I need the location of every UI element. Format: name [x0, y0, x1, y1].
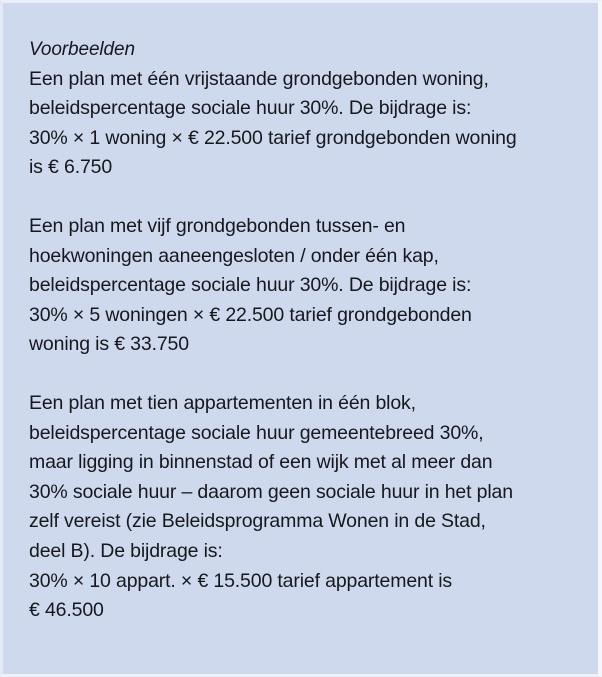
- example-3-line-2: beleidspercentage sociale huur gemeentebreed 30%,: [29, 421, 484, 444]
- example-1-line-1: Een plan met één vrijstaande grondgebonden woning,: [29, 67, 489, 90]
- example-3-line-7: 30% × 10 appart. × € 15.500 tarief appartement is: [29, 569, 453, 592]
- example-2-line-1: Een plan met vijf grondgebonden tussen- en: [29, 214, 406, 237]
- example-2-line-2: hoekwoningen aaneengesloten / onder één kap,: [29, 244, 439, 267]
- example-1-line-2: beleidspercentage sociale huur 30%. De bijdrage is:: [29, 97, 472, 120]
- examples-heading: Voorbeelden: [29, 39, 135, 60]
- example-3-block: [29, 389, 578, 626]
- example-2-line-4: 30% × 5 woningen × € 22.500 tarief grondgebonden: [29, 303, 472, 326]
- example-3-line-4: 30% sociale huur – daarom geen sociale huur in het plan: [29, 480, 513, 503]
- example-3-line-8: € 46.500: [29, 599, 104, 622]
- example-1-line-4: is € 6.750: [29, 156, 113, 179]
- example-3-line-3: maar ligging in binnenstad of een wijk met al meer dan: [29, 451, 493, 474]
- example-3-line-5: zelf vereist (zie Beleidsprogramma Wonen in de Stad,: [29, 510, 486, 533]
- example-3-line-1: Een plan met tien appartementen in één blok,: [29, 391, 416, 414]
- example-2-line-3: beleidspercentage sociale huur 30%. De bijdrage is:: [29, 274, 472, 297]
- examples-heading-block: [29, 35, 578, 183]
- example-2-line-5: woning is € 33.750: [29, 333, 189, 356]
- example-3-line-6: deel B). De bijdrage is:: [29, 539, 223, 562]
- example-2-block: [29, 212, 578, 360]
- example-1-line-3: 30% × 1 woning × € 22.500 tarief grondgebonden woning: [29, 126, 517, 149]
- examples-text-content: [29, 35, 578, 626]
